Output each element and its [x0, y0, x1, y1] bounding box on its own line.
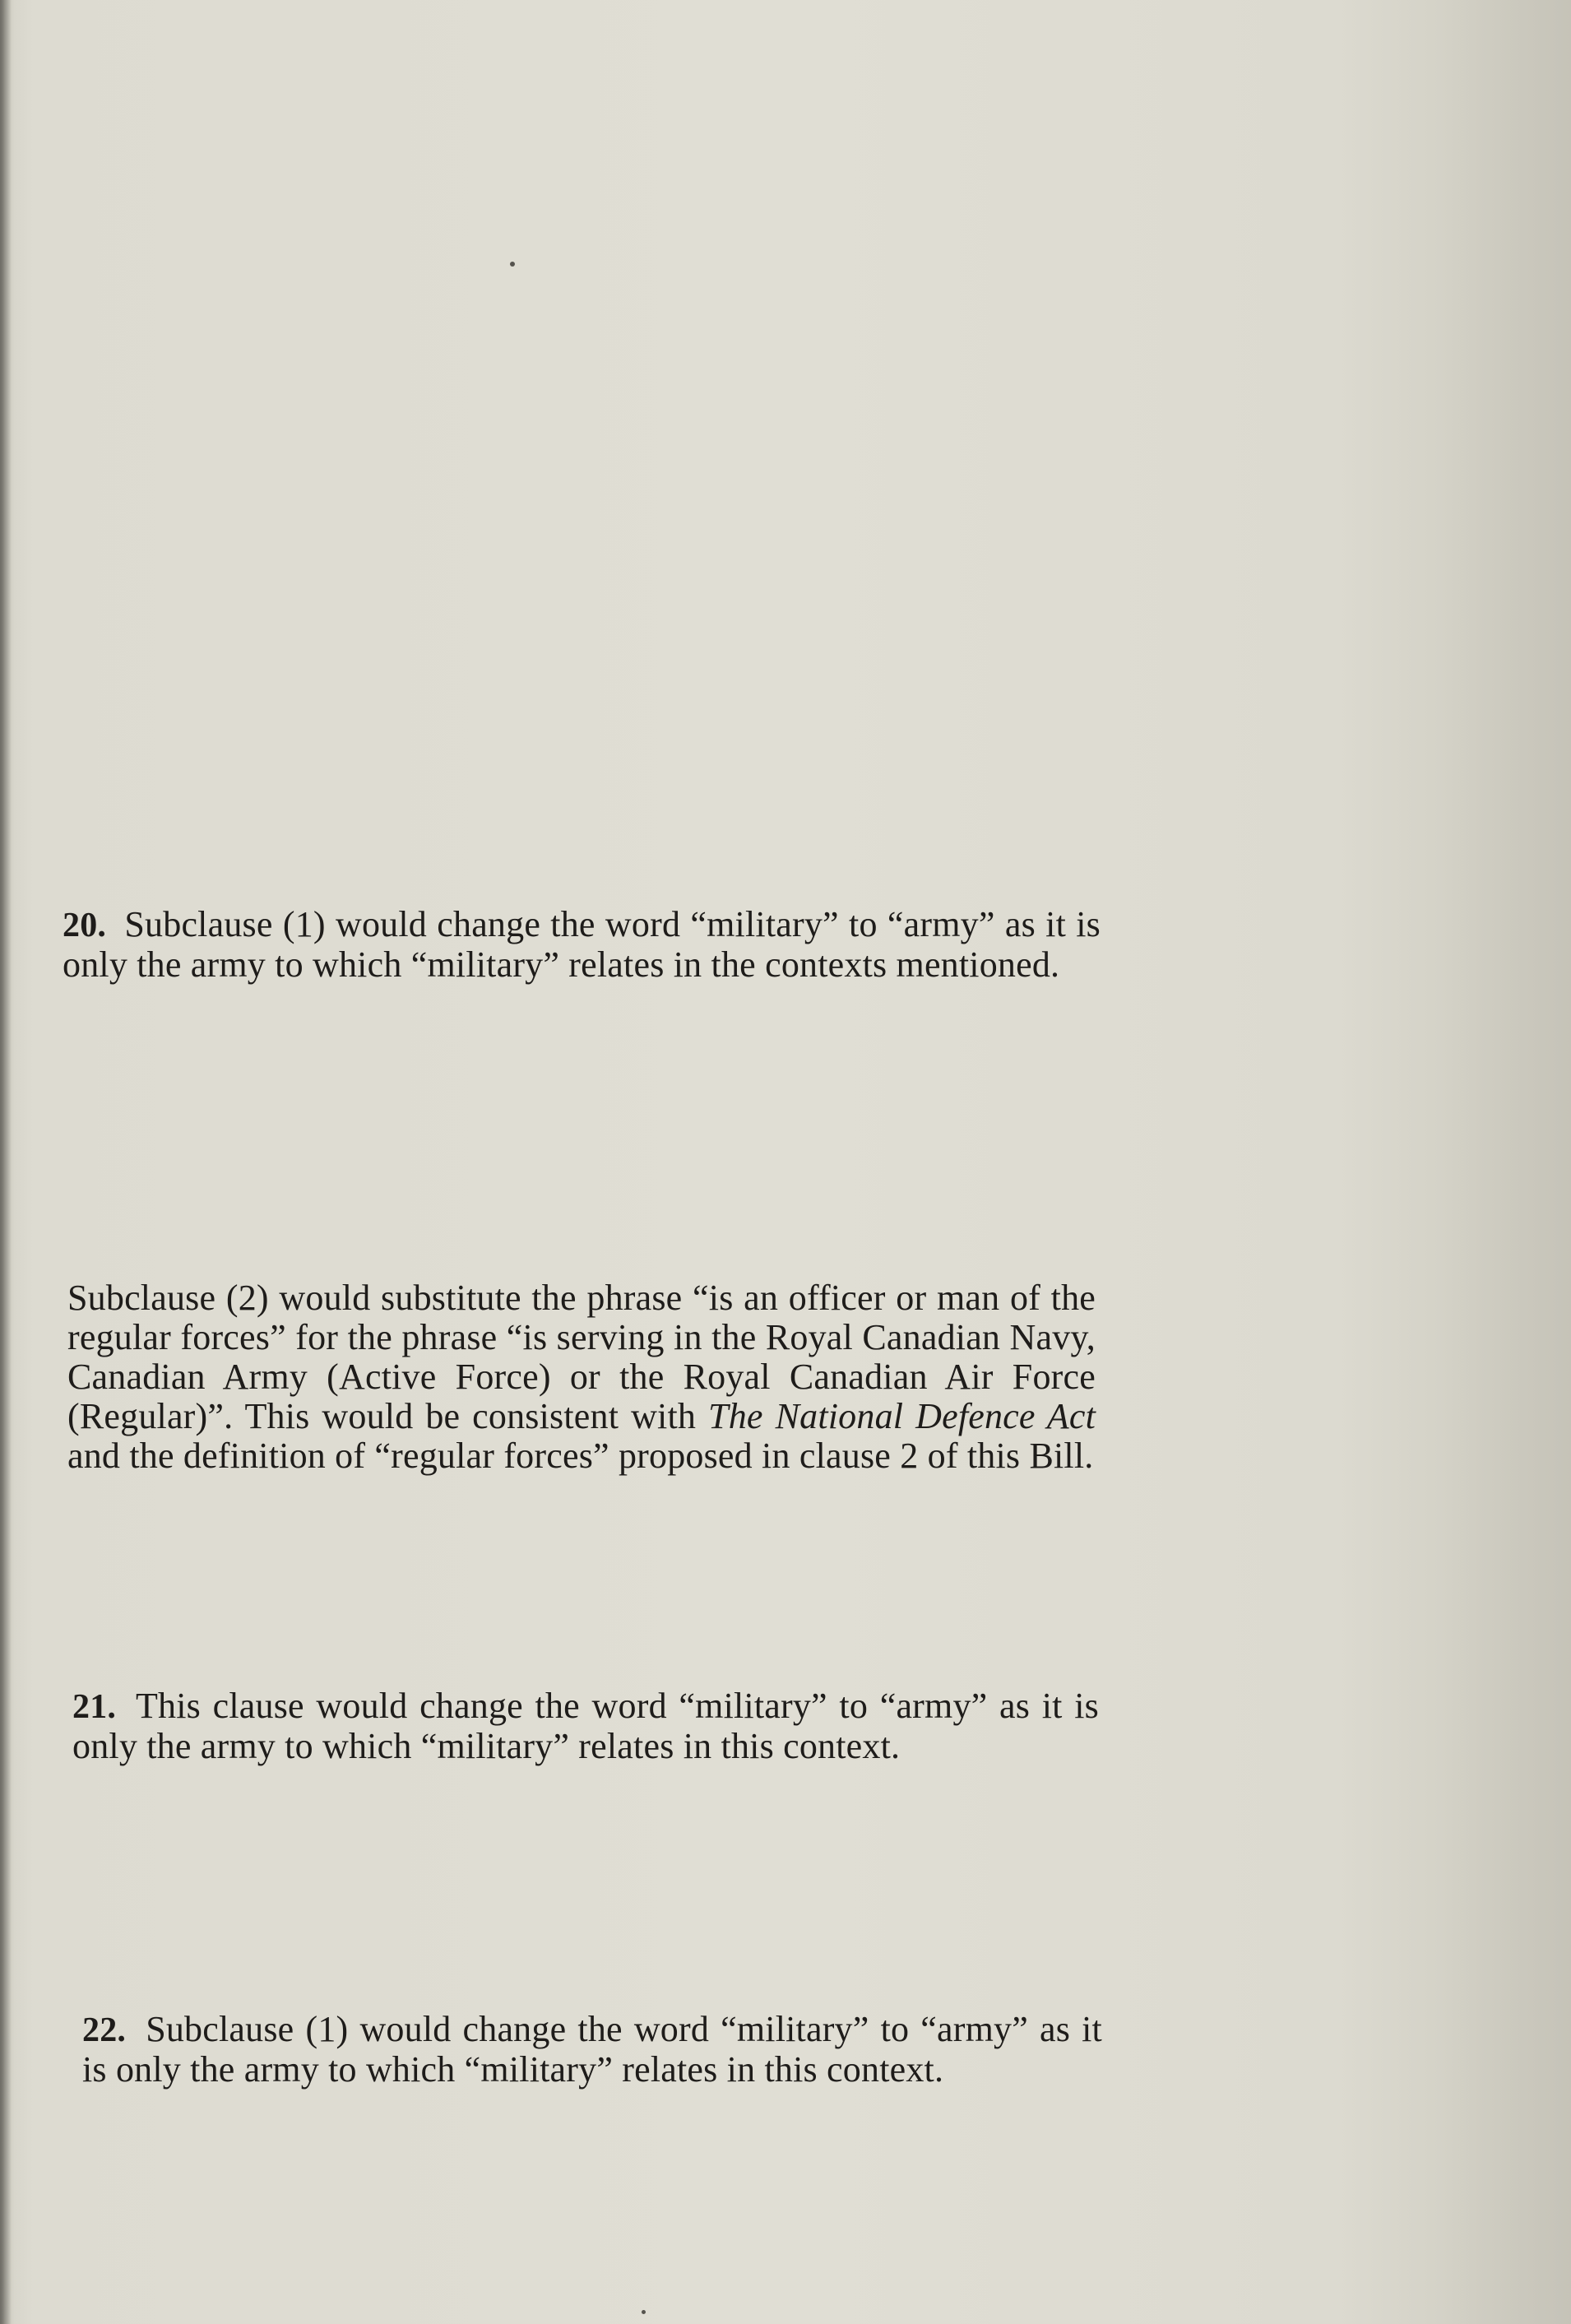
note-text: Subclause (1) would change the word “military” to “army” as it is only the army to which “military” relates in this context.: [82, 2009, 1102, 2090]
note-text: and the definition of “regular forces” proposed in clause 2 of this Bill.: [67, 1436, 1094, 1476]
explanatory-note-21: [72, 1686, 1099, 1766]
note-number: 20.: [63, 907, 107, 944]
note-text: This clause would change the word “military” to “army” as it is only the army to which “military” relates in this context.: [72, 1686, 1099, 1766]
note-number: 21.: [72, 1688, 117, 1726]
page-edge-shadow: [1439, 0, 1571, 2324]
explanatory-note-22: [82, 2010, 1102, 2090]
note-text: Subclause (1) would change the word “military” to “army” as it is only the army to which “military” relates in the contexts mentioned.: [63, 904, 1101, 985]
explanatory-note-20: [63, 905, 1101, 985]
ink-speck: [642, 2310, 646, 2314]
note-text: Subclause (2) would substitute the phrase “is an officer or man of the regular forces” for the phrase “is serving in the Royal Canadian Navy, Canadian Army (Active Force) or the Royal Canadian Air Force (Regular)”. This would be consistent with: [67, 1278, 1096, 1436]
ink-speck: [510, 262, 515, 267]
explanatory-note-20-subclause-2: [67, 1278, 1096, 1476]
binding-shadow: [0, 0, 12, 2324]
note-number: 22.: [82, 2011, 127, 2049]
act-title: The National Defence Act: [708, 1396, 1096, 1436]
